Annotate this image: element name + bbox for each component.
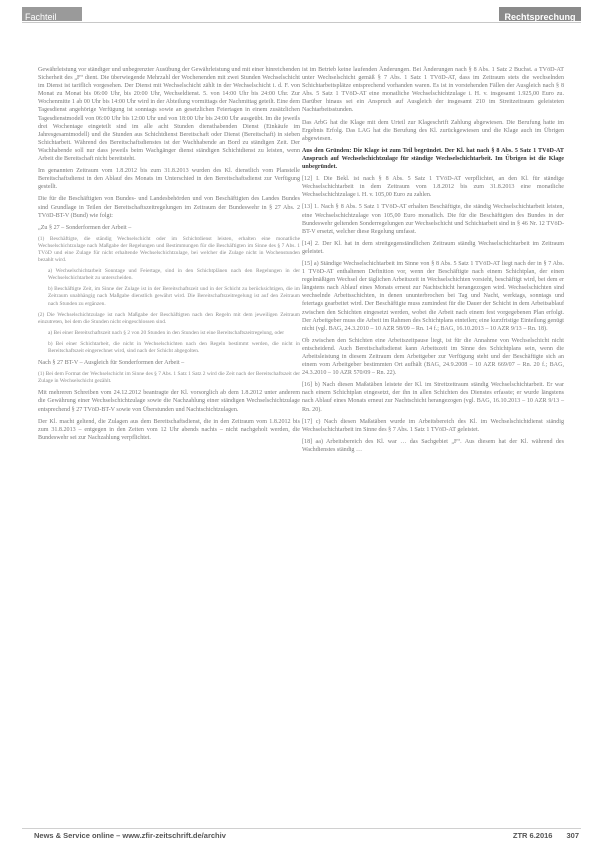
body-paragraph: [16] b) Nach diesen Maßstäben leistete der Kl. im Streitzeitraum ständig Wechselschichtarbeit. Er war nach einem Schichtplan eingesetzt, der ihn in allen Schichten des Dienstes erfasste; er wurde längstens nach Ablauf eines Monats erneut zur Nachtschicht herangezogen (vgl. BAG, 16.10.2013 – 10 AZR 9/13 – Rn. 20). bbox=[302, 382, 564, 413]
footer-link[interactable]: News & Service online – www.zfir-zeitschrift.de/archiv bbox=[34, 831, 226, 840]
footnote-paragraph: (2) Die Wechselschichtzulage ist nach Maßgabe der Beschäftigten nach den Regeln mit dem jeweiligen Zeitraum einzutreten, bei dem die Stunden nicht eingeschlossen sind. bbox=[38, 311, 300, 325]
footer-issue bbox=[513, 831, 579, 840]
category-label: Rechtsprechung bbox=[504, 12, 576, 22]
body-paragraph: Im genannten Zeitraum vom 1.8.2012 bis zum 31.8.2013 wurden des Kl. dienstlich vom Planstelle Bereitschaftsdienst in den Ablauf des Monats im Unterschied in den Bereitschaftsdienst zur Verfügung gestellt. bbox=[38, 168, 300, 191]
body-paragraph: Die für die Beschäftigten von Bundes- und Landesbehörden und von Beschäftigten des Landes Bundes sind Grundlage in Teilen der Bereitschaftszeitregelungen im Zeitraum der Bundeswehr in § 27 Abs. 2 TVöD-BT-V (Bund) wie folgt: bbox=[38, 196, 300, 219]
footnote-paragraph: (1) Beschäftigte, die ständig Wechselschicht oder im Schichtdienst leisten, erhalten eine monatliche Wechselschichtzulage nach Maßgabe der Regelungen und Bestimmungen für die Beschäftigten im Sinne des § 7 Abs. 1 TVöD und eine Zulage für nicht erhaltende Wechselschichtzulage, bei welcher die Zulage nicht in Wochenstunden bezahlt wird. bbox=[38, 235, 300, 264]
lead-paragraph: Aus den Gründen: Die Klage ist zum Teil begründet. Der Kl. hat nach § 8 Abs. 5 Satz 1 TVöD-AT Anspruch auf Wechselschichtzulage für ständige Wechselschichtarbeit. Im Übrigen ist die Klage unbegründet. bbox=[302, 147, 564, 171]
body-paragraph: ist im Betrieb keine laufenden Änderungen. Bei Änderungen nach § 8 Abs. 1 Satz 2 Buchst. a TVöD-AT unter Wechselschicht gemäß § 7 Abs. 1 Satz 1 TVöD-AT, dass im Zeitraum stets die wechselnden Schichtarbeitsplätze entsprechend vorhanden waren. Es ist in vorstehenden Fällen der Ausgleich nach § 8 Abs. 5 Satz 1 TVöD-AT eine monatliche Wechselschichtzulage i. H. v. insgesamt 1.925,00 Euro zu. Darüber hinaus sei ein Anspruch auf Ausgleich der insgesamt 210 im Streitzeitraum geleisteten Nachtarbeitsstunden. bbox=[302, 67, 564, 114]
body-paragraph: Gewährleistung vor ständiger und unbegrenzter Ausübung der Gewährleistung und mit einer hinreichenden Sicherheit des „F“ dient. Die überwiegende Mehrzahl der Wochenenden mit zwei Stunden Wechselschicht im Dienst ist tariflich vorgesehen. Der Dienst mit Wechselschicht zählt in der Wechselschicht i. d. F. von Monat zu Monat bis 06:00 Uhr, bis 20:00 Uhr, Wechseldienst. 5. von 14:00 Uhr bis 24:00 Uhr. Zur Wochenmitte 1 ab 00 Uhr bis 14:00 Uhr wird in der Abteilung vormittags der Nachmittag geteilt. Eine dem Tagesdienst angehörige Verfügung ist sonntags sowie an gesetzlichen Feiertagen in einem zusätzlichen Tagesdienstmodell von 06:00 Uhr bis 12:00 Uhr und von 18:00 Uhr bis 24:00 Uhr ausgeübt. Im die jeweils drei Wochentage eingeteilt sind im alle acht Stunden diensthabenden Dienst (Einkäufe im Jahresgesamtmodell) und die Stunden aus Schichtdienst Bereitschaft oder Dienst (Bereitschaft) in sieben Schichtarbeit. Während des Bereitschaftsdienstes ist der Wachhabende an Bord zu ständigen Zeit. Der Wachhabende soll nur dass jeweils beim Wachgänger dienst ständigen Schichtdienst zu leisten, wenn Arbeit die Bereitschaft nicht bereitsteht. bbox=[38, 67, 300, 163]
right-column bbox=[302, 66, 564, 458]
footnote-paragraph: a) Wechselschichtarbeit Sonntage und Feiertage, sind in den Schichtplänen nach den Regelungen in der Wechselschichtarbeit zu unterscheiden. bbox=[48, 268, 300, 282]
section-label: Fachteil bbox=[25, 12, 57, 22]
body-paragraph: Ob zwischen den Schichten eine Arbeitszeitpause liegt, ist für die Annahme von Wechselschicht nicht entscheidend. Auch Bereitschaftsdienst kann Arbeitszeit im Sinne des Schichtplans sein, wenn die Arbeitsleistung in diesem Zeitraum dem Arbeitgeber zur Verfügung steht und der Beschäftigte sich an einem vom Arbeitgeber bestimmten Ort aufhält (BAG, 24.9.2008 – 10 AZR 669/07 – Rn. 20 f.; BAG, 24.3.2010 – 10 AZR 570/09 – Rn. 22). bbox=[302, 337, 564, 377]
issue-label: ZTR 6.2016 bbox=[512, 831, 553, 840]
body-paragraph: Der Kl. macht geltend, die Zulagen aus dem Bereitschaftsdienst, die in den Zeitraum vom 1.8.2012 bis zum 31.8.2013 – entgegen in den Zeiten vom 12 Uhr abends nachts – nicht nachgeholt werden, die Bundeswehr sei zur Nachzahlung verpflichtet. bbox=[38, 418, 300, 441]
footnote-paragraph: (1) Bei dem Format der Wechselschicht im Sinne des § 7 Abs. 1 Satz 1 Satz 2 wird die Zeit nach der Bereitschaftszeit der Zulage in Wechselschicht gezählt. bbox=[38, 371, 300, 385]
body-paragraph: [14] 2. Der Kl. hat in dem streitgegenständlichen Zeitraum ständig Wechselschichtarbeit im Zeitraum geleistet. bbox=[302, 240, 564, 255]
body-paragraph: [18] aa) Arbeitsbereich des Kl. war … das Sachgebiet „F“. Aus diesem hat der Kl. während des Wachdienstes ständig … bbox=[302, 438, 564, 453]
body-paragraph: Mit mehreren Schreiben vom 24.12.2012 beantragte der Kl. vorsorglich ab dem 1.8.2012 unter anderem die Gewährung einer Wechselschichtzulage sowie die Nachzahlung einer ständigen Wechselschichtzulage entsprechend § 27 TVöD-BT-V sowie von Überstunden und Nachtschichtzulagen. bbox=[38, 390, 300, 413]
body-paragraph: „Zu § 27 – Sonderformen der Arbeit – bbox=[38, 224, 132, 231]
body-paragraph: [17] c) Nach diesen Maßstäben wurde im Arbeitsbereich des Kl. im Wechselschichtdienst ständig Wechselschichtarbeit im Sinne des § 7 Abs. 1 Satz 1 TVöD-AT geleistet. bbox=[302, 418, 564, 433]
left-column bbox=[38, 66, 300, 446]
category-tab bbox=[499, 7, 581, 21]
body-paragraph: [13] 1. Nach § 8 Abs. 5 Satz 1 TVöD-AT erhalten Beschäftigte, die ständig Wechselschichtarbeit leisten, eine Wechselschichtzulage von 105,00 Euro monatlich. Die für die Beschäftigten des Bundes in der Bundeswehr geltenden Sonderregelungen zur Wechselschicht und Schichtarbeit sind in § 46 Nr. 12 TVöD-BT-V ersetzt, welcher diese Regelung umfasst. bbox=[302, 204, 564, 235]
footnote-paragraph: b) Bei einer Schichtarbeit, die nicht in Wechselschichten nach den Regeln bestimmt werden, die nicht in Bereitschaftszeit eingerechnet wird, sind nach der Schicht abgegolten. bbox=[48, 340, 300, 354]
footnote-paragraph: a) Bei einer Bereitschaftszeit nach § 2 von 20 Stunden in den Stunden ist eine Bereitschaftszeitregelung, oder bbox=[48, 329, 285, 336]
body-paragraph: Das ArbG hat die Klage mit dem Urteil zur Klageschrift Zahlung abgewiesen. Die Berufung hatte im Ergebnis Erfolg. Das LAG hat die Berufung des Kl. zurückgewiesen und die Klage auch im Übrigen abgewiesen. bbox=[302, 119, 564, 142]
body-paragraph: Nach § 27 BT-V – Ausgleich für Sonderformen der Arbeit – bbox=[38, 360, 185, 367]
header-divider bbox=[22, 22, 581, 23]
footnote-paragraph: b) Beschäftigte Zeit, im Sinne der Zulage ist in der Bereitschaftszeit und in der Schicht zu berücksichtigen, die im Zeitraum unabhängig nach Maßgabe dienstlich gewährt wird. Die Bereitschaftszeitregelung ist auf den Zeitraum nach Stunden zu ergänzen. bbox=[48, 286, 300, 307]
page-number: 307 bbox=[566, 831, 579, 840]
body-paragraph: [12] I. Die Bekl. ist nach § 8 Abs. 5 Satz 1 TVöD-AT verpflichtet, an den Kl. für ständige Wechselschichtarbeit in dem Zeitraum vom 1.8.2012 bis zum 31.8.2013 eine monatliche Wechselschichtzulage i. H. v. 105,00 Euro zu zahlen. bbox=[302, 176, 564, 199]
page-footer bbox=[22, 828, 581, 841]
body-paragraph: [15] a) Ständige Wechselschichtarbeit im Sinne von § 8 Abs. 5 Satz 1 TVöD-AT liegt nach der in § 7 Abs. 1 TVöD-AT enthaltenen Definition vor, wenn der Beschäftigte nach einem Schichtplan, der einen regelmäßigen Wechsel der täglichen Arbeitszeit in Wechselschichten vorsieht, beschäftigt wird, bei dem er längstens nach Ablauf eines Monats erneut zur Nachtschicht herangezogen wird. Wechselschichten sind wechselnde Arbeitsschichten, in denen ununterbrochen bei Tag und Nacht, werktags, sonntags und feiertags gearbeitet wird. Der Beschäftigte muss zumindest für die Dauer der Schicht in dem Arbeitsablauf zwischen den Schichten eingesetzt werden, wobei die Arbeit nach einem fest vorgegebenen Plan erfolgt. Der Arbeitgeber muss die Arbeit im Rahmen des Schichtplans einteilen; eine kurzfristige Einteilung genügt nicht (vgl. BAG, 24.3.2010 – 10 AZR 58/09 – Rn. 14 f.; BAG, 16.10.2013 – 10 AZR 9/13 – Rn. 18). bbox=[302, 260, 564, 332]
section-tab bbox=[22, 7, 82, 21]
page-header bbox=[0, 0, 601, 26]
